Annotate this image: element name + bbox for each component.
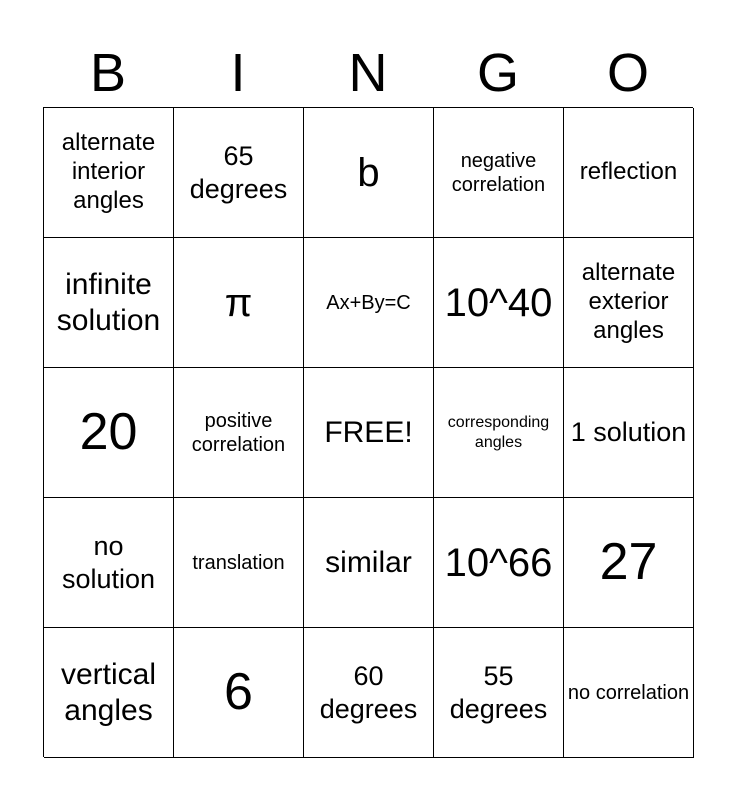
bingo-cell-r3c4[interactable] <box>434 368 564 498</box>
bingo-cell-r1c4[interactable] <box>434 108 564 238</box>
header-letter-g: G <box>476 43 519 103</box>
cell-label: 10^40 <box>444 280 553 325</box>
bingo-cell-r5c5[interactable] <box>564 628 694 758</box>
bingo-board <box>43 107 693 757</box>
bingo-cell-r3c1[interactable] <box>44 368 174 498</box>
cell-label: positive correlation <box>191 409 286 456</box>
free-space-cell[interactable] <box>304 368 434 498</box>
cell-label: 1 solution <box>570 417 687 448</box>
bingo-cell-r5c2[interactable] <box>174 628 304 758</box>
cell-label: 20 <box>79 403 138 462</box>
cell-label: π <box>224 280 253 325</box>
cell-label: b <box>357 150 380 195</box>
cell-label: translation <box>192 551 285 574</box>
cell-label: infinite solution <box>56 267 161 337</box>
bingo-cell-r4c1[interactable] <box>44 498 174 628</box>
header-letter-b: B <box>89 43 127 103</box>
cell-label: 6 <box>224 663 253 722</box>
cell-label: alternate exterior angles <box>581 259 676 344</box>
cell-label: vertical angles <box>60 657 157 727</box>
bingo-cell-r4c3[interactable] <box>304 498 434 628</box>
bingo-cell-r1c5[interactable] <box>564 108 694 238</box>
cell-label: no correlation <box>567 681 690 704</box>
bingo-cell-r5c3[interactable] <box>304 628 434 758</box>
bingo-cell-r3c2[interactable] <box>174 368 304 498</box>
header-letter-o: O <box>606 43 649 103</box>
cell-label: 55 degrees <box>449 661 548 724</box>
cell-label: no solution <box>61 531 156 594</box>
cell-label: 27 <box>599 533 658 592</box>
bingo-cell-r4c5[interactable] <box>564 498 694 628</box>
bingo-header <box>43 40 693 106</box>
bingo-cell-r2c3[interactable] <box>304 238 434 368</box>
cell-label: 65 degrees <box>189 141 288 204</box>
free-space-label: FREE! <box>324 415 413 449</box>
bingo-cell-r2c1[interactable] <box>44 238 174 368</box>
cell-label: similar <box>325 545 412 579</box>
bingo-cell-r1c1[interactable] <box>44 108 174 238</box>
header-letter-n: N <box>348 43 388 103</box>
bingo-cell-r4c4[interactable] <box>434 498 564 628</box>
cell-label: negative correlation <box>451 149 546 196</box>
bingo-cell-r2c5[interactable] <box>564 238 694 368</box>
bingo-cell-r2c4[interactable] <box>434 238 564 368</box>
bingo-cell-r2c2[interactable] <box>174 238 304 368</box>
bingo-cell-r3c5[interactable] <box>564 368 694 498</box>
bingo-cell-r1c3[interactable] <box>304 108 434 238</box>
cell-label: Ax+By=C <box>326 291 411 314</box>
header-letter-i: I <box>230 43 246 103</box>
bingo-cell-r1c2[interactable] <box>174 108 304 238</box>
bingo-cell-r5c4[interactable] <box>434 628 564 758</box>
bingo-cell-r4c2[interactable] <box>174 498 304 628</box>
bingo-cell-r5c1[interactable] <box>44 628 174 758</box>
cell-label: 10^66 <box>444 540 553 585</box>
cell-label: 60 degrees <box>319 661 418 724</box>
cell-label: reflection <box>579 158 678 186</box>
cell-label: corresponding angles <box>447 414 550 451</box>
cell-label: alternate interior angles <box>61 129 156 214</box>
